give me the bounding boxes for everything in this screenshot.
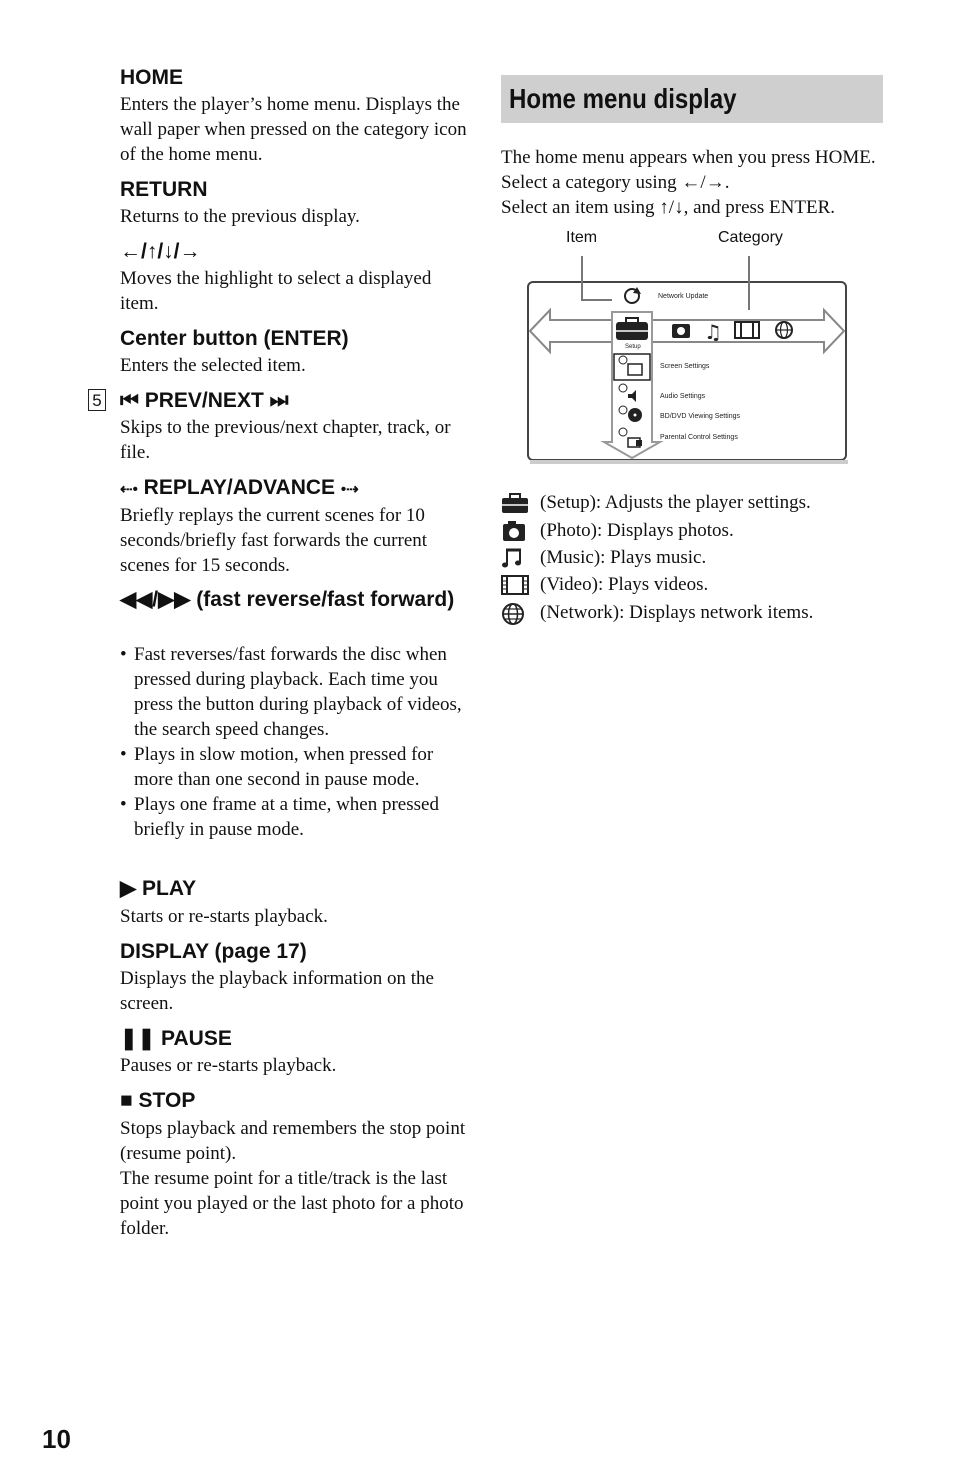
item-parental-control: Parental Control Settings: [660, 434, 738, 441]
home-text: Enters the player’s home menu. Displays the wall paper when pressed on the category icon of the home menu.: [120, 94, 467, 165]
prev-next-heading: [120, 388, 470, 413]
arrows-heading: ←/↑/↓/→: [120, 240, 201, 263]
legend-network-text: (Network): Displays network items.: [540, 602, 814, 623]
legend-video-text: (Video): Plays videos.: [540, 574, 709, 595]
center-button-text: Enters the selected item.: [120, 355, 306, 376]
advance-icon: •⇢: [340, 481, 359, 498]
legend-row-setup: [501, 490, 921, 516]
pause-text: Pauses or re-starts playback.: [120, 1055, 337, 1076]
return-heading: RETURN: [120, 178, 208, 201]
fast-heading: [120, 587, 470, 612]
film-icon: [501, 574, 529, 596]
next-icon: ⏭: [269, 389, 289, 412]
legend-row-photo: [501, 518, 921, 544]
section-title: Home menu display: [509, 83, 737, 114]
music-note-icon: ♫: [704, 320, 722, 344]
intro-text-2: Select an item using ↑/↓, and press ENTER.: [501, 197, 836, 218]
stop-text: Stops playback and remembers the stop point (resume point).: [120, 1118, 466, 1164]
fast-bullets: [120, 642, 470, 842]
intro-text-1: The home menu appears when you press HOME. Select a category using ←/→.: [501, 147, 876, 193]
page-number: 10: [42, 1424, 71, 1454]
item-bd-dvd-settings: BD/DVD Viewing Settings: [660, 413, 741, 420]
legend-row-music: [501, 545, 921, 571]
replay-icon: ⇠•: [120, 481, 138, 498]
music-note-icon: [501, 547, 529, 569]
legend-photo-text: (Photo): Displays photos.: [540, 520, 734, 541]
globe-icon: [501, 602, 529, 626]
home-menu-diagram: [520, 252, 855, 472]
return-text: Returns to the previous display.: [120, 206, 360, 227]
legend-music-text: (Music): Plays music.: [540, 547, 707, 568]
toolbox-icon: [501, 492, 529, 514]
center-button-heading: Center button (ENTER): [120, 327, 349, 350]
play-icon: ▶: [120, 877, 137, 900]
replay-advance-heading: [120, 475, 470, 502]
play-heading: [120, 876, 470, 901]
list-item: • Fast reverses/fast forwards the disc when pressed during playback. Each time you press the button during playback of videos, the search speed changes.: [120, 642, 470, 742]
section-number-box: 5: [88, 389, 106, 411]
pause-label: PAUSE: [161, 1027, 232, 1050]
play-label: PLAY: [142, 877, 197, 900]
prev-next-label: PREV/NEXT: [144, 389, 264, 412]
pause-icon: ❚❚: [120, 1027, 156, 1050]
item-screen-settings: Screen Settings: [660, 363, 710, 370]
stop-label: STOP: [138, 1089, 196, 1112]
stop-text-2: The resume point for a title/track is the last point you played or the last photo for a photo folder.: [120, 1168, 464, 1239]
pause-heading: [120, 1026, 470, 1051]
network-update-label: Network Update: [658, 293, 709, 300]
legend-setup-text: (Setup): Adjusts the player settings.: [540, 492, 811, 513]
photo-camera-icon: [672, 324, 690, 338]
fast-reverse-forward-icon: ◀◀/▶▶: [120, 588, 191, 611]
legend-row-network: [501, 600, 921, 626]
stop-heading: [120, 1088, 470, 1113]
fast-label: (fast reverse/fast forward): [196, 588, 455, 611]
display-text: Displays the playback information on the screen.: [120, 968, 434, 1014]
play-text: Starts or re-starts playback.: [120, 906, 328, 927]
prev-next-text: Skips to the previous/next chapter, track, or file.: [120, 417, 451, 463]
legend-row-video: [501, 572, 921, 598]
list-item: • Plays one frame at a time, when pressed briefly in pause mode.: [120, 792, 470, 842]
camera-icon: [501, 520, 529, 542]
setup-label: Setup: [625, 344, 641, 350]
replay-advance-label: REPLAY/ADVANCE: [143, 476, 336, 499]
stop-icon: ■: [120, 1089, 133, 1112]
display-heading: DISPLAY (page 17): [120, 940, 307, 963]
arrows-text: Moves the highlight to select a displayed item.: [120, 268, 432, 314]
item-audio-settings: Audio Settings: [660, 393, 706, 400]
diagram-label-item: Item: [566, 229, 598, 246]
list-item: • Plays in slow motion, when pressed for more than one second in pause mode.: [120, 742, 470, 792]
home-heading: HOME: [120, 66, 183, 89]
prev-icon: ⏮: [120, 389, 139, 412]
replay-advance-text: Briefly replays the current scenes for 10 seconds/briefly fast forwards the current scenes for 15 seconds.: [120, 505, 428, 576]
diagram-label-category: Category: [718, 229, 783, 246]
